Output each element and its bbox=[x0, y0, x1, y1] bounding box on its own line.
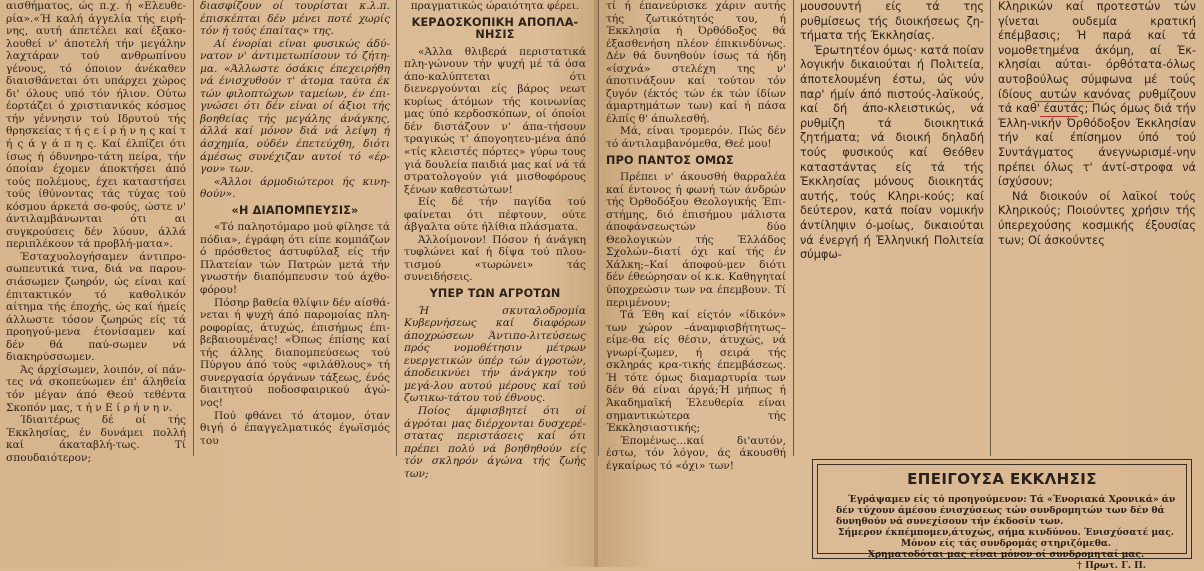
col5-paragraph: Έρωτητέον όμως· κατά ποίαν λογικήν δικαιούται ή Πολιτεία, άποτελουμένη έστω, ώς νύν παρ' ήμίν άπό πιστούς-λαϊκούς, καί δή άπο-κλειστικώς, νά ρυθμίζη τά διοικητικά ζητήματα; νά διοική δηλαδή τούς φυσικούς καί Θεόθεν καταστάντας είς τά τής Έκκλησίας μόνους διοικητάς αυτής, τούς Κληρι-κούς; καί δεύτερον, κατά ποίαν νομικήν άντίληψιν ό-μοίως, δικαιούται νά ένεργή ή Έλληνική Πολιτεία σύμφω- bbox=[800, 43, 984, 262]
col3-italic-paragraph: Ή σκυταλοδρομία Κυβερνήσεως καί διαφόρων άποχρώσεων Άντιπο-λιτεύσεως πρός νομοθέτησιν μέτρων ευεργετικών ύπέρ τών άγροτών, άποδεικνύει τήν άνάγκην τού μεγά-λου αυτού μέρους καί τού ζωτικω-τάτου τού έθνους. bbox=[404, 304, 586, 405]
column-6 bbox=[998, 0, 1196, 456]
col6-paragraph: Κληρικών καί προτεστών τών γίνεται ουδεμία κρατική έπέμβασις; Ή παρά καί τά νομοθετημένα άκόμη, αί Έκ-κλησίαι αύται- όρθότατα-όλως αυτοβούλως σύμφωνα μέ τούς ίδίους αυτών κανόνας ρυθμίζουν τά καθ' έαυτάς; Πώς όμως διά τήν Έλλη-νικήν Όρθόδοξον Έκκλησίαν τήν καί έπίσημον ύπό τού Συντάγματος άνεγνωρισμέ-νην πρέπει όλως τ' άντί-στροφα νά ίσχύσουν; bbox=[998, 0, 1196, 189]
column-rule bbox=[396, 0, 397, 456]
col4-paragraph: τί ή έπανεύρισκε χάριν αυτής τής ζωτικότητός του, ή Έκκλησία ή Όρθόδοξος θά έξασθενήση πλέον έπικινδύνως. Δέν θά δυνηθούν ίσως τά ήδη «ίσχνά» στελέχη της ν' άποτινάξουν καί τούτον τόν ζυγόν (έκτός τών έκ τών ίδίων άμαρτημάτων των) καί ή πάσα έλπίς θ' άπωλεσθή. bbox=[606, 0, 786, 125]
col4-paragraph: Έπομένως...καί δι'αυτόν, έστω, τόν λόγον, άς άκουσθή έγκαίρως τό «όχι» των! bbox=[606, 434, 786, 472]
col3-paragraph: «Άλλα θλιβερά περιστατικά πλη-γώνουν τήν ψυχή μέ τά όσα άπο-καλύπτεται ότι διενεργούνται είς βάρος νεωτ κυρίως άτόμων τής κοινωνίας μας ύπό κερδοσκόπων, οί όποίοι δέν διστάζουν ν' άπα-τήσουν τραγικώς τ' άπογοητευ-μένα άπό «τίς κλειστές πόρτες» γύρω τους γιά δουλεία παιδιά μας καί νά τά στρατολογούν γιά μισθοφόρους ξένων καθεστώτων! bbox=[404, 45, 586, 196]
column-4 bbox=[606, 0, 786, 472]
red-pen-mark bbox=[1040, 116, 1078, 117]
appeal-paragraph: Έγράψαμεν είς τό προηγούμενον: Τά «Ένοριακά Χρονικά» άν δέν τύχουν άμέσου ένισχύσεως τών συνδρομητών των δέν θά δυνηθούν νά συνεχίσουν τήν έκδοσίν των. bbox=[836, 494, 1176, 527]
col2-paragraph: Πόσηρ βαθεία θλίψιν δέν αίσθά-νεται ή ψυχή άπό παρομοίας πλη-ροφορίας, άτυχώς, έπισήμως έπι-βεβαιουμένας! «Όπως έπίσης καί τής άλλης διαπομπεύσεως τού Πύργου άπό τούς «φιλάθλους» τή συνεργασία όργάνων τάξεως, ένός διαιτητού ποδοσφαιρικού άγώ-νος! bbox=[200, 296, 390, 409]
appeal-box-inner-border bbox=[817, 464, 1187, 571]
col2-paragraph: διασφίζουν οί τουρίσται κ.λ.π. έπισκέπται δέν μένει ποτέ χωρίς τόν ή τούς έπαίτας» της. bbox=[200, 0, 390, 38]
section-heading: «Η ΔΙΑΠΟΜΠΕΥΣΙΣ» bbox=[231, 203, 359, 217]
column-2 bbox=[200, 0, 390, 456]
col4-paragraph: Τά Έθη καί είςτόν «ίδικόν» των χώρον –άναμφισβήτητως– είμε-θα είς θέσιν, άτυχώς, νά γνωρί-ζωμεν, ή σειρά τής σκληράς κρα-τικής έπεμβάσεως. Ή τότε όμως διαμαρτυρία των δέν θά είναι άργά;Ή μήπως ή Άκαδημαϊκή Έλευθερία είναι σημαντικώτερα τής Έκκλησιαστικής; bbox=[606, 309, 786, 435]
col4-paragraph: Πρέπει ν' άκουσθή θαρραλέα καί έντονος ή φωνή τών άνδρών τής Όρθοδόξου Θεολογικής Έπι-στήμης, διό έπισήμου μάλιστα άποφάνσεωςτών δύο Θεολογικών τής Έλλάδος Σχολών–διατί όχι καί τής έν Χάλκη;–Καί άποφού-μεν διότι δέν έθεώρησαν οί κ.κ. Καθηγηταί ύποχρεώσιν των να έπεμβουν. Τί περιμένουν; bbox=[606, 171, 786, 309]
red-pen-mark bbox=[1034, 101, 1094, 102]
appeal-signature: † Πρωτ. Γ. Π. bbox=[1077, 560, 1146, 571]
appeal-line: Χρηματοδόται μας είναι μόνον οί συνδρομηταί μας. bbox=[867, 549, 1145, 560]
column-5 bbox=[800, 0, 984, 456]
col6-paragraph: Νά διοικούν οί λαϊκοί τούς Κληρικούς; Ποιούντες χρήσιν τής ύπερεχούσης κοσμικής έξουσίας των; Οί άσκούντες bbox=[998, 189, 1196, 247]
appeal-line: Μόνον είς τάς συνδρομάς στηριζόμεθα. bbox=[900, 538, 1112, 549]
column-rule bbox=[793, 0, 794, 456]
appeal-title: ΕΠΕΙΓΟΥΣΑ ΕΚΚΛΗΣΙΣ bbox=[907, 470, 1097, 488]
col2-paragraph: Πού φθάνει τό άτομον, όταν θιγή ό έπαγγελματικός έγωϊσμός του bbox=[200, 409, 390, 447]
section-heading: ΚΕΡΔΟΣΚΟΠΙΚΗ ΑΠΟΠΛΑ-ΝΗΣΙΣ bbox=[411, 15, 579, 42]
col3-top-line: πραγματικώς ώραιότητα φέρει. bbox=[410, 0, 580, 12]
column-1 bbox=[6, 0, 186, 464]
col1-paragraph: Έσταχυολογήσαμεν άντιπρο-σωπευτικά τινα, διά να παρου-σιάσωμεν ζωηρόν, ώς είναι καί έπιτακτικόν τό καθολικόν αίτημα τής έποχής, ώς καί ήμείς άλλωστε τόσον ζωηρώς είς τά προηγού-μενα έτονίσαμεν καί δέν θά παύ-σωμεν νά διακηρύσσωμεν. bbox=[6, 250, 186, 364]
column-rule bbox=[990, 0, 991, 456]
section-heading: ΠΡΟ ΠΑΝΤΟΣ ΟΜΩΣ bbox=[606, 153, 734, 167]
appeal-box bbox=[812, 459, 1192, 571]
col2-paragraph: «Τό παληοτόμαρο μού φίλησε τά πόδια», έγράφη ότι είπε κομπάζων ό πρόσθετος άστυφύλαξ είς τήν Πλατείαν τών Πατρών μετά τήν γνωστήν διαπόμπευσιν τού άχθο-φόρου! bbox=[200, 221, 390, 297]
col3-paragraph: Ποίος άμφισβητεί ότι οί άγρόται μας διέρχονται δυσχερέ-στατας περιστάσεις καί ότι πρέπει πολύ νά βοηθηθούν είς τόν σκληρόν άγώνα τής ζωής των; bbox=[404, 404, 586, 480]
col4-paragraph: Μά, είναι τρομερόν. Πώς δέν τό άντιλαμβανόμεθα, Θεέ μου! bbox=[606, 125, 786, 151]
column-rule bbox=[193, 0, 194, 456]
appeal-body bbox=[836, 494, 1176, 571]
col2-paragraph: «Άλλοι άρμοδιώτεροι ής κινη-θούν». bbox=[200, 175, 390, 201]
col3-paragraph: Είς δέ τήν παγίδα τού φαίνεται ότι πέφτουν, ούτε άβγαλτα ούτε ήλίθια πλάσματα. bbox=[404, 196, 586, 234]
col3-paragraph: Άλλοίμονον! Πόσον ή άνάγκη τυφλώνει καί ή δίψα τού πλου-τισμού «τωρώνει» τάς συνειδήσεις. bbox=[404, 233, 586, 284]
col5-paragraph: μουσουντή είς τά της ρυθμίσεως τής διοικήσεως ζη-τήματα τής Έκκλησίας. bbox=[800, 0, 984, 43]
col1-paragraph: Ίδιαιτέρως δέ οί τής Έκκλησίας, έν δυνάμει πολλή καί άκαταβλή-τως. Τί σπουδαιότερον; bbox=[6, 414, 186, 464]
column-rule bbox=[598, 0, 599, 456]
section-heading: ΥΠΕΡ ΤΩΝ ΑΓΡΟΤΩΝ bbox=[429, 287, 561, 301]
col2-paragraph: Αί ένορίαι είναι φυσικώς άδύ-νατον ν' άντιμετωπίσουν τό ζήτη-μα. «Άλλωστε όσάκις έπεχειρήθη νά ένισχυθούν τ' άτομα ταύτα έκ τών φιλοπτώχων ταμείων, έν έπι-γνώσει ότι δέν είναι οί άξιοι τής βοηθείας τής μεγάλης άνάγκης, άλλά καί μόνον διά νά λείψη ή άσχημία, ούδέν έπετεύχθη, διότι άμέσως συνέχιζαν αυτοί τό «έρ-γον» των. bbox=[200, 37, 390, 176]
appeal-line: Σήμερον έκπέμπομεν,άτυχώς, σήμα κινδύνου. Ένισχύσατέ μας. bbox=[838, 527, 1174, 538]
column-3 bbox=[404, 0, 586, 480]
col1-paragraph: αισθήματος, ώς π.χ. ή «Ελευθε-ρία».«Ή καλή άγγελία τής ειρή-νης, αυτή άπετέλει καί έξακο-λουθεί ν' άποτελή τήν μεγάλην λαχτάραν τού ανθρωπίνου γένους, τό όποιον άνέκαθεν διαισθάνεται ότι υπάρχει χώρος δι' όλους υπό τόν ήλιον. Ούτω έορτάζει ό χριστιανικός κόσμος τήν γέννησιν τού Ιδρυτού τής θρησκείας τ ή ς ε ί ρ ή ν η ς καί τ ή ς ά γ ά π η ς. Καί έλπίζει ότι ίσως ή όδυνηρο-τάτη πείρα, τήν όποίαν έχομεν άποκτήσει άπό τούς πολέμους, έχει καταστήσει τούς ίθύνοντας τάς τύχας τού κόσμου άρκετά σο-φούς, ώστε ν' άντιλαμβάνωνται ότι αι συγκρούσεις δέν λύουν, άλλά περιπλέκουν τά προβλή-ματα». bbox=[6, 0, 186, 251]
col1-paragraph: Άς άρχίσωμεν, λοιπόν, οί πάν-τες νά σκοπεύωμεν έπ' άληθεία τόν μέγαν άπό Θεού τεθέντα Σκοπόν μας, τ ή ν Ε ί ρ ή ν η ν. bbox=[6, 363, 186, 414]
